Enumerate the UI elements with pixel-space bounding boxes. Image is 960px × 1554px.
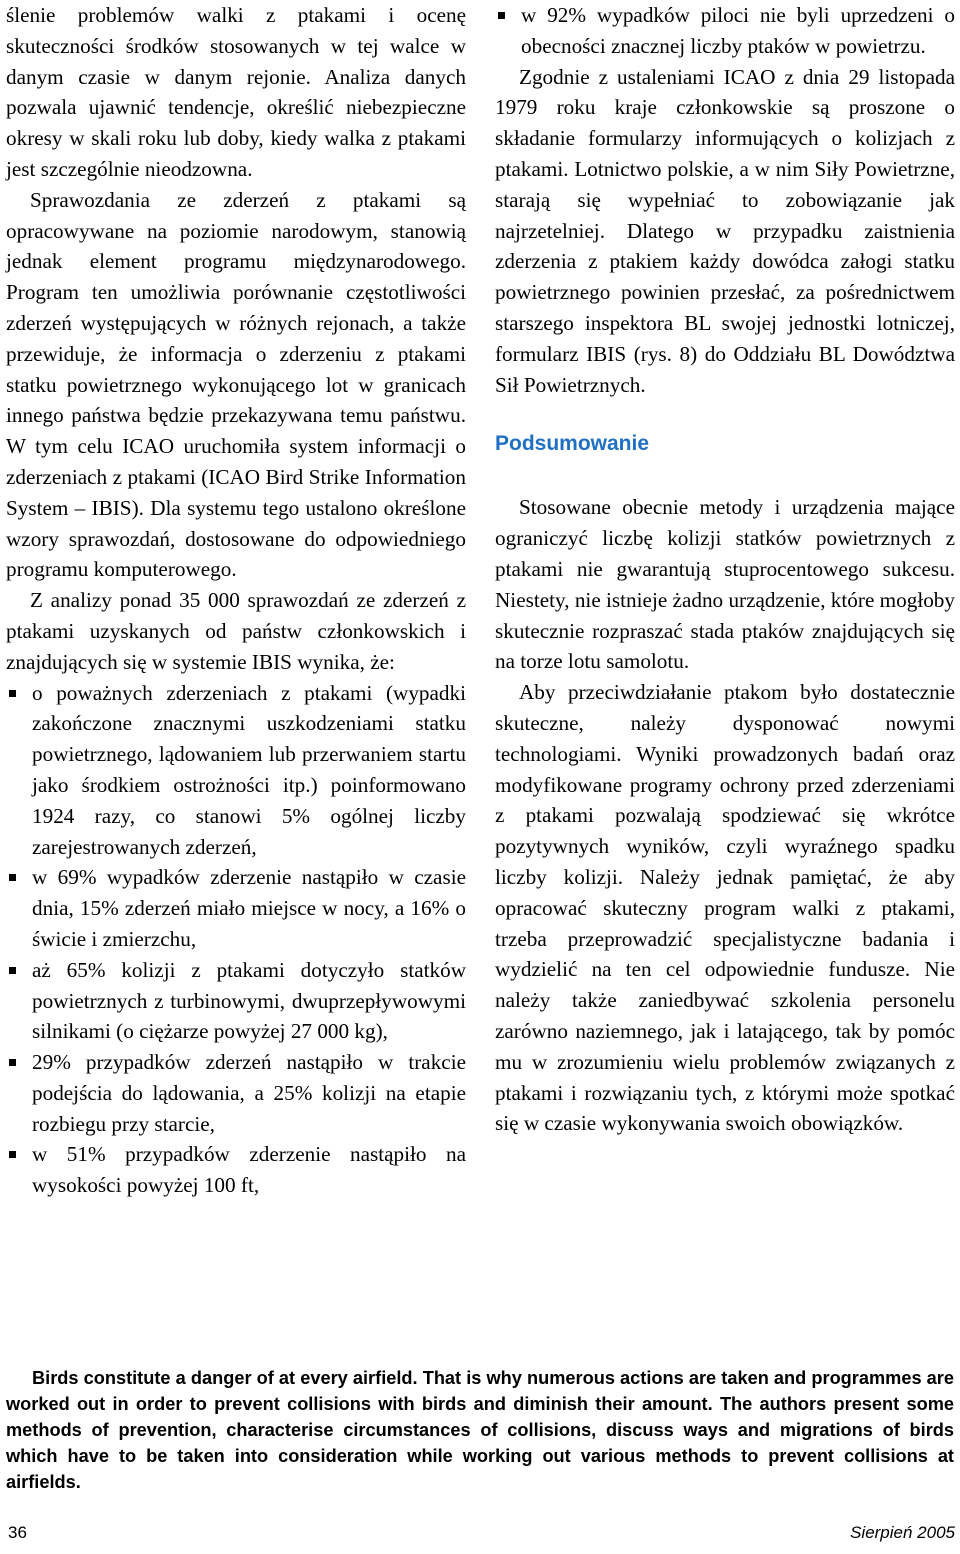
- list-item-text: aż 65% kolizji z ptakami dotyczyło statków powietrznych z turbinowymi, dwuprzepływowymi silnikami (o ciężarze powyżej 27 000 kg),: [32, 957, 466, 1044]
- list-item-text: 29% przypadków zderzeń nastąpiło w trakcie podejścia do lądowania, a 25% kolizji na etapie rozbiegu przy starcie,: [32, 1050, 466, 1136]
- list-item: [6, 678, 466, 863]
- bullet-square-icon: [9, 1059, 16, 1066]
- left-paragraph-3: Z analizy ponad 35 000 sprawozdań ze zderzeń z ptakami uzyskanych od państw członkowskich i znajdujących się w systemie IBIS wynika, że:: [6, 588, 466, 674]
- list-item-text: o poważnych zderzeniach z ptakami (wypadki zakończone znacznymi uszkodzeniami statku powietrznego, lądowaniem lub przerwaniem startu jako środkiem ostrożności itp.) poinformowano 1924 razy, co stanowi 5% ogólnej liczby zarejestrowanych zderzeń,: [32, 680, 466, 859]
- right-paragraph-1: Zgodnie z ustaleniami ICAO z dnia 29 listopada 1979 roku kraje członkowskie są proszone o składanie formularzy informujących o kolizjach z ptakami. Lotnictwo polskie, a w nim Siły Powietrzne, starają się wypełniać to zobowiązanie jak najrzetelniej. Dlatego w przypadku zaistnienia zderzenia z ptakiem każdy dowódca załogi statku powietrznego powinien przesłać, za pośrednictwem starszego inspektora BL swojej jednostki lotniczej, formularz IBIS (rys. 8) do Oddziału BL Dowództwa Sił Powietrznych.: [495, 64, 955, 397]
- english-abstract: Birds constitute a danger of at every airfield. That is why numerous actions are taken and programmes are worked out in order to prevent collisions with birds and diminish their amount. The authors present some methods of prevention, characterise circumstances of collisions, discuss ways and migrations of birds which have to be taken into consideration while working out various methods to prevent collisions at airfields.: [6, 1368, 954, 1492]
- section-heading: Podsumowanie: [495, 432, 650, 456]
- list-item: [6, 1047, 466, 1139]
- list-item: [6, 1139, 466, 1201]
- list-item-text: w 51% przypadków zderzenie nastąpiło na wysokości powyżej 100 ft,: [32, 1142, 466, 1198]
- bullet-square-icon: [9, 690, 16, 697]
- list-item-text: w 92% wypadków piloci nie byli uprzedzeni o obecności znacznej liczby ptaków w powietrzu.: [521, 3, 955, 58]
- left-paragraph-1: ślenie problemów walki z ptakami i ocenę skuteczności środków stosowanych w tej walce w danym czasie w danym rejonie. Analiza danych pozwala ujawnić tendencje, określić niebezpieczne okresy w skali roku lub doby, kiedy walka z ptakami jest szczególnie nieodzowna.: [6, 3, 466, 181]
- bullet-square-icon: [9, 874, 16, 881]
- bullet-square-icon: [9, 967, 16, 974]
- list-item: [495, 0, 955, 62]
- left-paragraph-2: Sprawozdania ze zderzeń z ptakami są opracowywane na poziomie narodowym, stanowią jednak element programu międzynarodowego. Program ten umożliwia porównanie częstotliwości zderzeń występujących w różnych rejonach, a także przewiduje, że informacja o zderzeniu z ptakami statku powietrznego wykonującego lot w granicach innego państwa będzie przekazywana temu państwu. W tym celu ICAO uruchomiła system informacji o zderzeniach z ptakami (ICAO Bird Strike Information System – IBIS). Dla systemu tego ustalono określone wzory sprawozdań, dostosowane do odpowiedniego programu komputerowego.: [6, 187, 466, 582]
- issue-date: Sierpień 2005: [850, 1523, 955, 1542]
- list-item: [6, 955, 466, 1047]
- page-number: 36: [8, 1523, 27, 1542]
- list-item-text: w 69% wypadków zderzenie nastąpiło w czasie dnia, 15% zderzeń miało miejsce w nocy, a 16% o świcie i zmierzchu,: [32, 865, 466, 951]
- left-column: [6, 0, 466, 1201]
- findings-list-continued: [495, 0, 955, 62]
- right-column: [495, 0, 955, 1139]
- findings-list: [6, 678, 466, 1202]
- list-item: [6, 862, 466, 954]
- bullet-square-icon: [9, 1151, 16, 1158]
- bullet-square-icon: [498, 12, 505, 19]
- right-paragraph-3: Aby przeciwdziałanie ptakom było dostatecznie skuteczne, należy dysponować nowymi technologiami. Wyniki prowadzonych badań oraz modyfikowane programy ochrony przed zderzeniami z ptakami pozwalają spodziewać się wkrótce pozytywnych wyników, czyli wyraźnego spadku liczby kolizji. Należy jednak pamiętać, że aby opracować skuteczny program walki z ptakami, trzeba przeprowadzić specjalistyczne badania i wydzielić na ten cel odpowiednie fundusze. Nie należy także zaniedbywać szkolenia personelu zarówno naziemnego, jak i latającego, tak by pomóc mu w zrozumieniu wielu problemów związanych z ptakami i rozwiązaniu tych, z którymi może spotkać się w czasie wykonywania swoich obowiązków.: [495, 680, 955, 1136]
- right-paragraph-2: Stosowane obecnie metody i urządzenia mające ograniczyć liczbę kolizji statków powietrznych z ptakami nie gwarantują stuprocentowego sukcesu. Niestety, nie istnieje żadno urządzenie, które mogłoby skutecznie rozpraszać stada ptaków znajdujących się na torze lotu samolotu.: [495, 495, 955, 674]
